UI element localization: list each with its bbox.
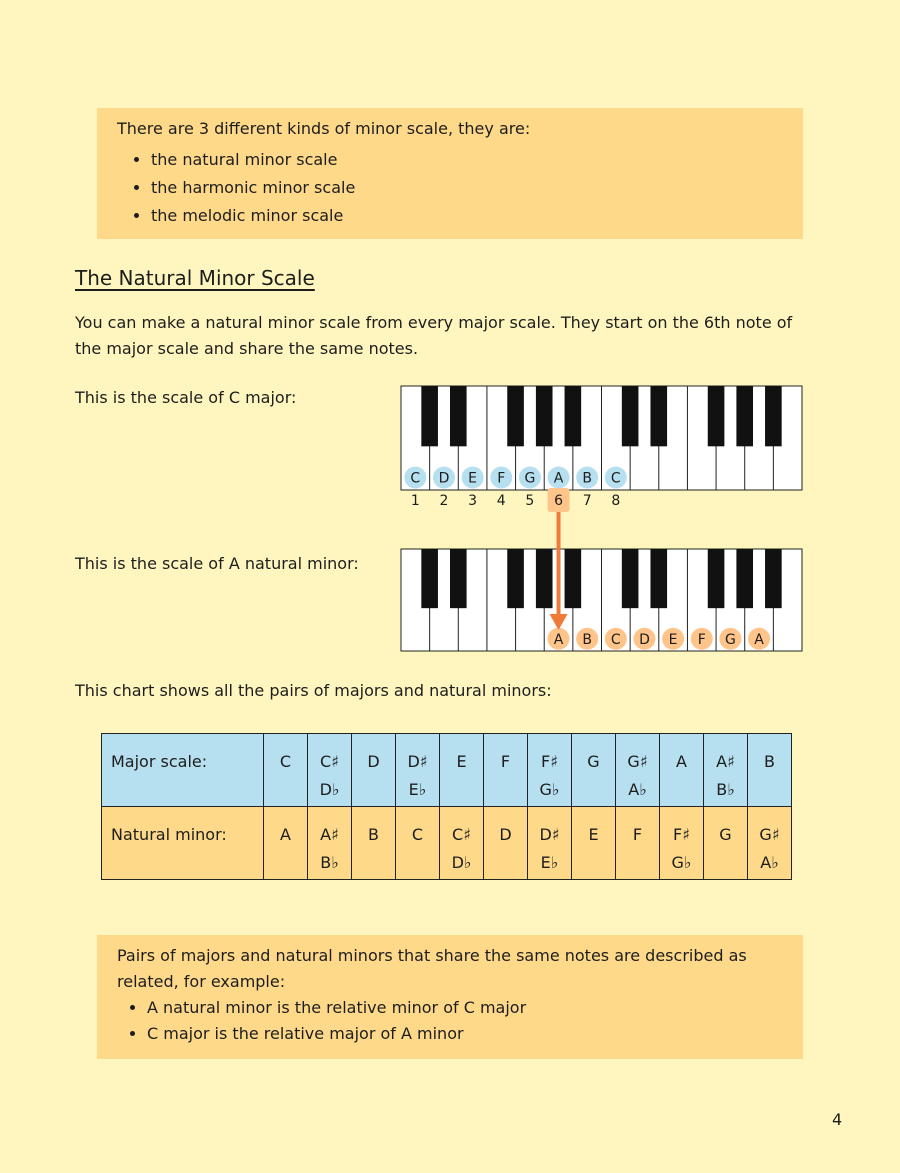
minor-black-key [450,549,467,608]
major-cell [704,734,748,807]
related-text: Pairs of majors and natural minors that share the same notes are described as related, for example: [117,946,747,991]
major-cell-note: E [456,752,467,771]
minor-cell-note: F♯ [673,825,690,844]
major-black-key [736,386,753,446]
major-black-key [565,386,582,446]
major-cell-note: B♭ [716,780,735,799]
major-cell [264,734,308,807]
scale-degree: 1 [410,493,420,509]
chart-label: This chart shows all the pairs of majors and natural minors: [75,681,552,700]
major-cell [528,734,572,807]
major-cell [616,734,660,807]
major-cell [748,734,792,807]
major-black-key [765,386,782,446]
major-row-header: Major scale: [102,734,264,807]
major-black-key [708,386,725,446]
minor-cell-note: D♯ [539,825,560,844]
major-cell-note: G♭ [539,780,560,799]
minor-black-key [650,549,667,608]
major-cell-note: C♯ [320,752,339,771]
scale-degree: 6 [554,493,563,509]
minor-cell-note: C [411,825,424,844]
minor-cell-note: G♯ [759,825,780,844]
minor-black-key [421,549,438,608]
major-black-key [507,386,524,446]
major-note-label: B [582,470,592,487]
major-cell-note: A♯ [716,752,735,771]
major-cell [440,734,484,807]
minor-cell [440,807,484,880]
scale-degree: 2 [439,493,449,509]
major-cell [352,734,396,807]
major-note-label: E [468,470,478,487]
list-item: • C major is the relative major of A minor [147,1021,783,1047]
list-item: • A natural minor is the relative minor of C major [147,995,783,1021]
minor-black-key [536,549,553,608]
minor-black-key [736,549,753,608]
major-scale-label: This is the scale of C major: [75,388,297,407]
related-list [117,995,783,1047]
minor-cell [748,807,792,880]
major-cell-note: G♯ [627,752,648,771]
major-note-label: G [524,470,536,487]
minor-note-label: A [754,631,764,648]
major-cell-note: E♭ [408,780,427,799]
related-box [97,935,803,1059]
minor-black-key [622,549,639,608]
minor-cell-note: A♯ [320,825,339,844]
list-item: • the natural minor scale [151,146,783,174]
minor-note-label: B [582,631,592,648]
minor-black-key [708,549,725,608]
major-cell [396,734,440,807]
major-black-key [650,386,667,446]
major-cell-note: A [676,752,687,771]
minor-black-key [565,549,582,608]
major-cell-note: F♯ [541,752,558,771]
minor-cell [352,807,396,880]
minor-cell-note: D [499,825,512,844]
page-number: 4 [832,1110,843,1129]
minor-cell-note: C♯ [452,825,471,844]
minor-cell-note: E [588,825,599,844]
scale-degree: 3 [468,493,478,509]
minor-cell-note: E♭ [540,853,559,872]
major-cell [308,734,352,807]
scale-degree: 4 [496,493,506,509]
scale-degree: 8 [611,493,621,509]
minor-cell [660,807,704,880]
major-note-label: C [610,470,621,487]
scale-pairs-table [101,733,792,880]
minor-scale-label: This is the scale of A natural minor: [75,554,359,573]
major-note-label: D [438,470,450,487]
major-black-key [450,386,467,446]
minor-cell-note: A♭ [760,853,779,872]
minor-cell-note: F [632,825,643,844]
minor-note-label: F [697,631,706,648]
minor-cell [264,807,308,880]
minor-cell [616,807,660,880]
minor-cell-note: B♭ [320,853,339,872]
minor-note-label: E [668,631,678,648]
major-cell-note: G [587,752,600,771]
major-cell-note: B [764,752,775,771]
minor-cell [572,807,616,880]
minor-row [102,807,792,880]
list-item: • the melodic minor scale [151,202,783,230]
minor-note-label: G [724,631,736,648]
major-cell [660,734,704,807]
major-black-key [536,386,553,446]
minor-black-key [507,549,524,608]
major-cell-note: C [279,752,292,771]
major-cell [572,734,616,807]
major-black-key [421,386,438,446]
list-item: • the harmonic minor scale [151,174,783,202]
major-note-label: C [410,470,421,487]
minor-note-label: C [610,631,621,648]
minor-cell [528,807,572,880]
minor-cell-note: A [280,825,291,844]
scale-degree: 7 [582,493,592,509]
major-cell [484,734,528,807]
scale-degree: 5 [525,493,535,509]
minor-cell [396,807,440,880]
minor-black-key [765,549,782,608]
minor-note-label: A [553,631,564,648]
minor-cell [484,807,528,880]
major-note-label: F [497,470,506,487]
minor-cell-note: G♭ [671,853,692,872]
minor-note-label: D [639,631,650,648]
major-cell-note: D♯ [407,752,428,771]
minor-cell [308,807,352,880]
intro-paragraph: You can make a natural minor scale from every major scale. They start on the 6th note of the major scale and share the same notes. [75,313,793,358]
section-title: The Natural Minor Scale [75,266,315,290]
major-row [102,734,792,807]
minor-cell-note: B [368,825,379,844]
major-cell-note: D [367,752,380,771]
minor-row-header: Natural minor: [102,807,264,880]
major-note-label: A [553,470,564,487]
major-cell-note: A♭ [628,780,647,799]
major-cell-note: F [500,752,511,771]
minor-cell-note: G [719,825,732,844]
minor-cell-note: D♭ [451,853,472,872]
major-black-key [622,386,639,446]
minor-cell [704,807,748,880]
major-cell-note: D♭ [319,780,340,799]
intro-text: There are 3 different kinds of minor scale, they are: [117,119,531,138]
